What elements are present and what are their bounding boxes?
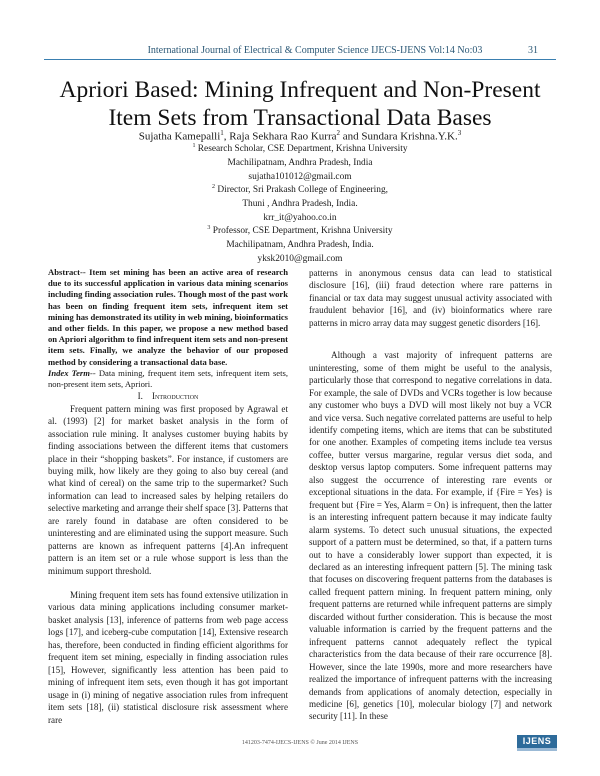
author-name: Sundara Krishna.Y.K. [361,130,458,143]
affiliation-2 [40,181,560,225]
affiliation-email: krr_it@yahoo.co.in [263,212,337,223]
affiliation-line [40,140,560,157]
affiliation-email: sujatha101012@gmail.com [248,171,352,182]
affiliation-mark: 2 [211,184,215,190]
affiliation-email: yksk2010@gmail.com [257,253,343,264]
section-title: Introduction [152,391,199,402]
affiliation-mark: 1 [192,143,196,149]
affiliation-line: Machilipatnam, Andhra Pradesh, India. [226,239,374,250]
affiliation-line: Thuni , Andhra Pradesh, India. [242,198,358,209]
paper-title [40,76,560,132]
affiliation-1 [40,140,560,184]
author-name: Raja Sekhara Rao Kurra [229,130,337,143]
abstract: Abstract-- Item set mining has been an active area of research due to its successful application in various data mining scenarios including finding association rules. Though most of the past work has been on finding frequent item sets, infrequent item set mining has demonstrated its utility in web mining, bioinformatics and other fields. In this paper, we propose a new method based on Apriori algorithm to find infrequent item sets and non-present item sets. Finally, we analyze the behavior of our proposed method by considering a transactional data base. [48,267,288,367]
paragraph: Although a vast majority of infrequent patterns are uninteresting, some of them might be useful to the analysis, particularly those that correspond to negative correlations in data. For example, the sale of DVDs and VCRs together is low because any customer who buys a DVD will most likely not buy a VCR and vice versa. Such negative correlated patterns are useful to help identify competing items, which are items that can be substituted for one another. Examples of competing items include tea versus coffee, butter versus margarine, regular versus diet soda, and desktop versus laptop computers. Some infrequent patterns may also suggest the occurrence of interesting rare events or exceptional situations in the data. For example, if {Fire = Yes} is frequent but {Fire = Yes, Alarm = On} is infrequent, then the latter is an interesting infrequent pattern because it may indicate faulty alarm systems. To detect such unusual situations, the expected support of a pattern must be determined, so that, if a pattern turns out to have a considerably lower support than expected, it is declared as an interesting infrequent pattern [5]. The mining task that focuses on discovering frequent patterns from the databases is called frequent pattern mining. In frequent pattern mining, only frequent patterns are returned while infrequent patterns are simply discarded without further consideration. This is because the most valuable information is carried by the frequent patterns and the infrequent patterns cannot adequately reflect the typical characteristics from the data because of their rare occurrence [8]. However, since the late 1990s, more and more researchers have realized the importance of infrequent patterns with the increasing demands from applications of anomaly detection, especially in medicine [6], genetics [10], molecular biology [7] and network security [11]. In these [309,350,552,722]
author-conjunction: and [340,130,362,143]
right-column [309,267,552,723]
header-rule [44,59,556,60]
left-column [48,267,288,726]
paragraph: Mining frequent item sets has found extensive utilization in various data mining applications including consumer market-basket analysis [13], inference of patterns from web page access logs [17], and iceberg-cube computation [14], Extensive research has, therefore, been conducted in finding efficient algorithms for frequent item set mining, especially in finding association rules [15], However, significantly less attention has been paid to mining of infrequent item sets, even though it has got important usage in (i) mining of negative association rules from infrequent item sets [18], (ii) statistical disclosure risk assessment where rare [48,590,288,725]
affiliation-line: Machilipatnam, Andhra Pradesh, India [227,157,373,168]
logo-underline [517,748,557,751]
section-number: I. [137,391,143,402]
index-terms-label: Index Term-- [48,367,96,378]
footer-text: 141203-7474-IJECS-IJENS © June 2014 IJENS [241,740,359,746]
affiliation-3 [40,222,560,266]
author-mark: 3 [457,129,462,137]
author-mark: 2 [336,129,341,137]
title-line-2: Item Sets from Transactional Data Bases [108,105,492,131]
title-line-1: Apriori Based: Mining Infrequent and Non-Present [59,77,541,103]
index-terms-text: Data mining, frequent item sets, infrequent item sets, non-present item sets, Apriori. [48,367,288,390]
journal-header: International Journal of Electrical & Computer Science IJECS-IJENS Vol:14 No:03 [147,45,483,56]
affiliation-text: Director, Sri Prakash College of Engineering, [217,185,389,196]
author-mark: 1 [220,129,224,137]
paragraph: patterns in anonymous census data can lead to statistical disclosure [16], (iii) fraud detection where rare patterns in financial or tax data may suggest unusual activity associated with fraudulent behavior [16], and (iv) bioinformatics where rare patterns in micro array data may suggest genetic disorders [16]. [309,268,552,328]
affiliation-line [40,222,560,239]
paragraph: Frequent pattern mining was first proposed by Agrawal et al. (1993) [2] for market basket analysis in the form of association rule mining. It analyses customer buying habits by finding associations between the different items that customers place in their “shopping baskets”. For instance, if customers are buying milk, how likely are they going to also buy cereal (and what kind of cereal) on the same trip to the supermarket? Such information can lead to increased sales by helping retailers do selective marketing and arrange their shelf space [3]. Patterns that are rarely found in database are often considered to be uninteresting and are eliminated using the support measure. Such patterns are known as infrequent patterns [4].An infrequent pattern is an item set or a rule whose support is less than the minimum support threshold. [48,403,288,576]
publisher-logo: IJENS [517,735,557,748]
author-name: Sujatha Kamepalli [138,130,221,143]
section-heading [48,390,288,402]
page-number: 31 [528,45,538,56]
affiliation-text: Research Scholar, CSE Department, Krishna University [197,144,408,155]
affiliation-mark: 3 [207,225,211,231]
author-separator: , [223,130,230,143]
affiliation-line [40,181,560,198]
index-terms [48,368,288,390]
affiliation-text: Professor, CSE Department, Krishna University [212,226,393,237]
